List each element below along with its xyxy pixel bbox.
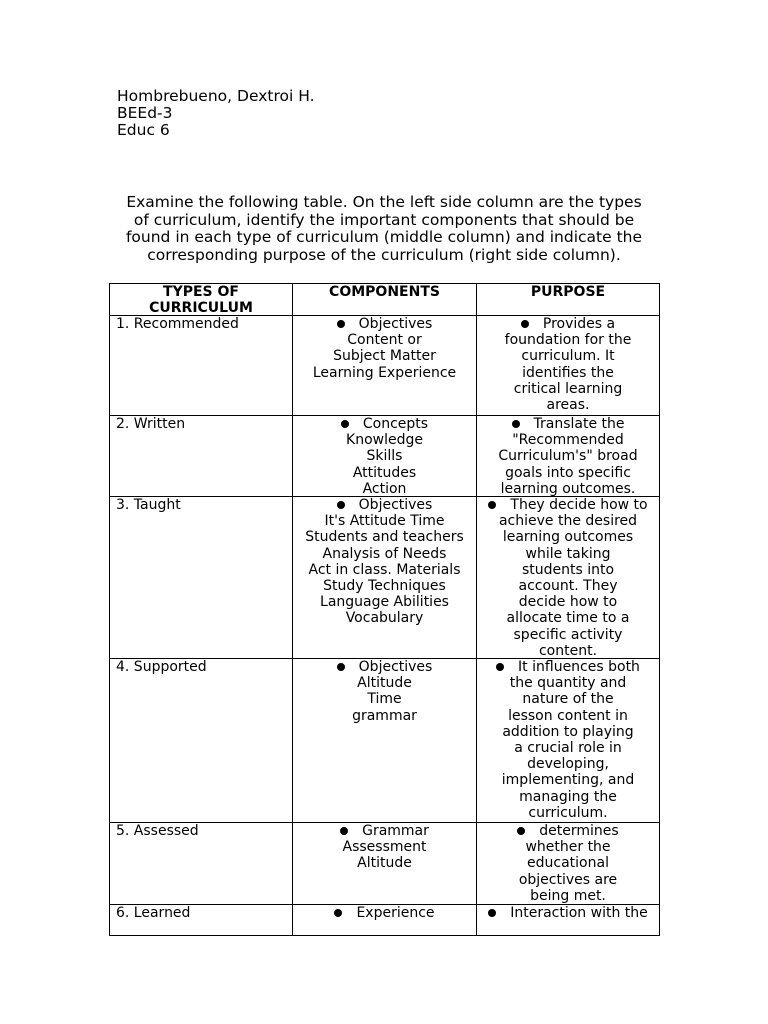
purpose-text: implementing, and — [501, 772, 635, 789]
purpose-line — [477, 562, 659, 578]
purpose-text: goals into specific — [505, 464, 631, 481]
purpose-line — [477, 724, 659, 740]
components-text: Act in class. Materials — [308, 561, 461, 578]
purpose-text: decide how to — [518, 594, 618, 611]
purpose-text: curriculum. It — [521, 348, 615, 365]
bullet-icon — [334, 909, 342, 917]
components-line — [293, 823, 476, 839]
curriculum-type-cell — [110, 497, 293, 659]
purpose-line — [477, 465, 659, 481]
purpose-line — [477, 529, 659, 545]
components-text: Attitudes — [352, 464, 417, 481]
purpose-line — [477, 659, 659, 675]
column-header-text: PURPOSE — [530, 284, 606, 300]
components-text: Grammar — [362, 823, 429, 839]
components-line — [293, 839, 476, 855]
purpose-line — [477, 610, 659, 626]
curriculum-type-cell — [110, 416, 293, 497]
curriculum-type-cell — [110, 905, 293, 936]
components-cell — [293, 659, 477, 823]
components-line — [293, 481, 476, 497]
purpose-text: foundation for the — [504, 332, 632, 349]
components-text: Skills — [366, 448, 403, 465]
bullet-icon — [488, 501, 496, 509]
curriculum-type-label: 5. Assessed — [116, 823, 199, 839]
purpose-text: Interaction with the — [510, 905, 648, 921]
purpose-line — [477, 905, 659, 921]
section-label: BEEd-3 — [117, 104, 173, 122]
components-line — [293, 546, 476, 562]
purpose-text: developing, — [527, 756, 609, 773]
curriculum-table — [109, 283, 660, 936]
purpose-text: whether the — [525, 839, 611, 856]
column-header — [293, 284, 477, 316]
purpose-cell — [477, 905, 660, 936]
purpose-cell — [477, 659, 660, 823]
components-text: Analysis of Needs — [322, 545, 447, 562]
purpose-text: It influences both — [518, 659, 640, 675]
curriculum-type-label: 1. Recommended — [116, 316, 239, 332]
instructions-line: found in each type of curriculum (middle column) and indicate the — [125, 228, 643, 247]
student-name: Hombrebueno, Dextroi H. — [117, 87, 315, 105]
purpose-text: allocate time to a — [506, 610, 630, 627]
components-line — [293, 529, 476, 545]
purpose-line — [477, 365, 659, 381]
purpose-text: a crucial role in — [514, 740, 622, 757]
purpose-line — [477, 578, 659, 594]
components-text: Action — [362, 480, 407, 497]
column-header — [477, 284, 660, 316]
purpose-text: Curriculum's" broad — [498, 448, 638, 465]
purpose-text: lesson content in — [508, 707, 628, 724]
purpose-text: being met. — [530, 887, 606, 904]
purpose-line — [477, 839, 659, 855]
purpose-cell — [477, 823, 660, 905]
purpose-text: account. They — [518, 578, 618, 595]
bullet-icon — [512, 420, 520, 428]
purpose-line — [477, 497, 659, 513]
components-text: Vocabulary — [345, 610, 424, 627]
components-line — [293, 348, 476, 364]
purpose-cell — [477, 416, 660, 497]
components-line — [293, 594, 476, 610]
curriculum-type-cell — [110, 659, 293, 823]
bullet-icon — [337, 663, 345, 671]
purpose-line — [477, 855, 659, 871]
purpose-line — [477, 708, 659, 724]
bullet-icon — [337, 501, 345, 509]
purpose-line — [477, 772, 659, 788]
purpose-cell — [477, 316, 660, 416]
components-text: Experience — [356, 905, 435, 921]
components-line — [293, 562, 476, 578]
purpose-line — [477, 448, 659, 464]
components-text: Time — [367, 691, 402, 708]
components-line — [293, 675, 476, 691]
purpose-cell — [477, 497, 660, 659]
components-cell — [293, 823, 477, 905]
components-cell — [293, 905, 477, 936]
purpose-line — [477, 872, 659, 888]
purpose-line — [477, 675, 659, 691]
bullet-icon — [340, 827, 348, 835]
components-line — [293, 659, 476, 675]
bullet-icon — [521, 320, 529, 328]
instructions-line: corresponding purpose of the curriculum (right side column). — [147, 245, 621, 264]
components-line — [293, 332, 476, 348]
components-line — [293, 465, 476, 481]
components-line — [293, 855, 476, 871]
purpose-line — [477, 348, 659, 364]
components-line — [293, 691, 476, 707]
curriculum-type-cell — [110, 316, 293, 416]
purpose-line — [477, 805, 659, 821]
components-text: Assessment — [342, 839, 427, 856]
components-cell — [293, 416, 477, 497]
column-header-text: CURRICULUM — [149, 300, 253, 316]
column-header-text: TYPES OF — [163, 284, 239, 300]
course-label: Educ 6 — [117, 121, 170, 139]
purpose-text: specific activity — [513, 626, 623, 643]
components-text: grammar — [352, 707, 417, 724]
components-text: It's Attitude Time — [324, 513, 445, 530]
components-line — [293, 448, 476, 464]
purpose-line — [477, 627, 659, 643]
components-line — [293, 513, 476, 529]
components-text: Objectives — [358, 316, 433, 332]
components-line — [293, 905, 476, 921]
components-line — [293, 316, 476, 332]
purpose-line — [477, 432, 659, 448]
purpose-line — [477, 888, 659, 904]
bullet-icon — [337, 320, 345, 328]
bullet-icon — [488, 909, 496, 917]
purpose-text: determines — [539, 823, 619, 839]
instructions-paragraph — [0, 194, 768, 264]
purpose-text: identifies the — [522, 364, 614, 381]
purpose-line — [477, 789, 659, 805]
purpose-text: learning outcomes. — [500, 480, 636, 497]
components-line — [293, 708, 476, 724]
purpose-line — [477, 381, 659, 397]
purpose-text: addition to playing — [502, 723, 634, 740]
instructions-line: Examine the following table. On the left side column are the types — [126, 193, 642, 211]
components-line — [293, 610, 476, 626]
curriculum-type-cell — [110, 823, 293, 905]
components-line — [293, 497, 476, 513]
components-line — [293, 432, 476, 448]
components-text: Altitude — [357, 855, 412, 872]
curriculum-type-label: 6. Learned — [116, 905, 191, 921]
purpose-line — [477, 316, 659, 332]
column-header — [110, 284, 293, 316]
bullet-icon — [341, 420, 349, 428]
components-text: Study Techniques — [323, 578, 446, 595]
purpose-text: managing the — [519, 788, 617, 805]
column-header-text: COMPONENTS — [329, 284, 440, 300]
purpose-text: "Recommended — [512, 432, 624, 449]
purpose-line — [477, 416, 659, 432]
purpose-text: nature of the — [522, 691, 614, 708]
purpose-text: educational — [527, 855, 609, 872]
components-text: Objectives — [358, 497, 433, 513]
purpose-text: achieve the desired — [498, 513, 638, 530]
purpose-line — [477, 546, 659, 562]
components-text: Language Abilities — [320, 594, 449, 611]
purpose-line — [477, 691, 659, 707]
purpose-line — [477, 740, 659, 756]
components-text: Knowledge — [346, 432, 423, 449]
components-line — [293, 416, 476, 432]
bullet-icon — [517, 827, 525, 835]
purpose-line — [477, 643, 659, 659]
purpose-line — [477, 594, 659, 610]
components-text: Subject Matter — [333, 348, 436, 365]
curriculum-type-label: 4. Supported — [116, 659, 207, 675]
purpose-text: students into — [521, 561, 615, 578]
purpose-line — [477, 481, 659, 497]
purpose-text: while taking — [525, 545, 611, 562]
purpose-line — [477, 756, 659, 772]
student-info — [117, 88, 315, 139]
purpose-text: curriculum. — [528, 804, 608, 821]
components-text: Students and teachers — [305, 529, 464, 546]
purpose-text: objectives are — [518, 871, 618, 888]
purpose-text: They decide how to — [510, 497, 648, 513]
bullet-icon — [496, 663, 504, 671]
components-line — [293, 365, 476, 381]
components-text: Altitude — [357, 675, 412, 692]
purpose-line — [477, 397, 659, 413]
purpose-text: critical learning — [513, 380, 623, 397]
components-text: Content or — [347, 332, 422, 349]
components-text: Learning Experience — [312, 364, 457, 381]
components-line — [293, 578, 476, 594]
purpose-text: learning outcomes — [502, 529, 634, 546]
purpose-line — [477, 513, 659, 529]
components-text: Objectives — [358, 659, 433, 675]
purpose-text: the quantity and — [509, 675, 627, 692]
purpose-line — [477, 823, 659, 839]
curriculum-type-label: 2. Written — [116, 416, 186, 432]
curriculum-type-label: 3. Taught — [116, 497, 181, 513]
purpose-text: content. — [538, 642, 598, 659]
components-cell — [293, 497, 477, 659]
components-cell — [293, 316, 477, 416]
components-text: Concepts — [362, 416, 429, 432]
purpose-text: areas. — [546, 397, 590, 414]
instructions-line: of curriculum, identify the important components that should be — [133, 210, 635, 229]
purpose-text: Translate the — [533, 416, 625, 432]
purpose-text: Provides a — [542, 316, 616, 332]
purpose-line — [477, 332, 659, 348]
